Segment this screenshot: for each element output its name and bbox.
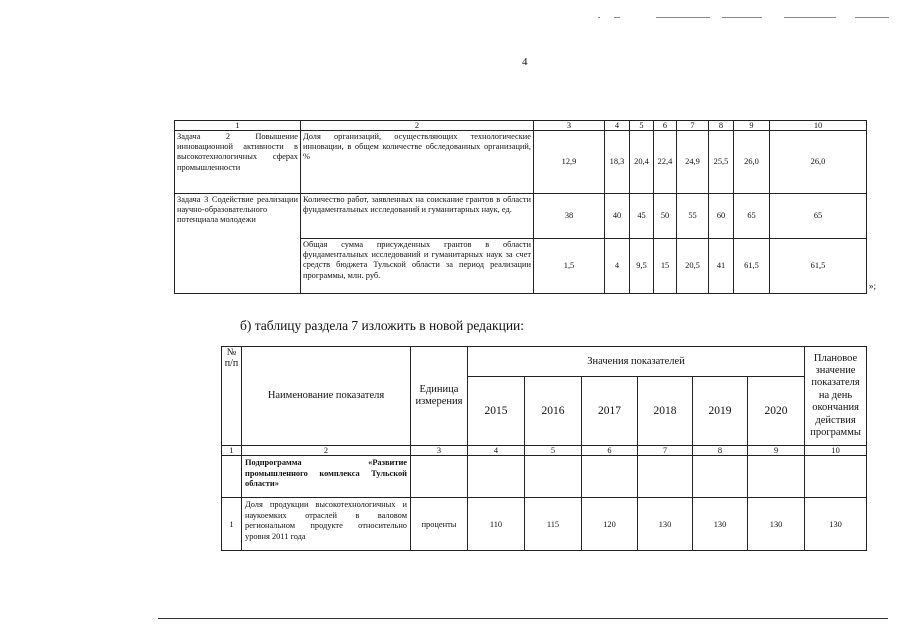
value-cell: 110 — [468, 498, 525, 551]
table-row — [222, 498, 867, 551]
empty-cell — [582, 456, 638, 498]
indicators-table-continued — [174, 120, 867, 294]
value-cell: 130 — [748, 498, 805, 551]
indicator-cell: Общая сумма присужденных грантов в области фундаментальных исследований и гуманитарных наук за счет средств бюджета Тульской области за период реализации программы, млн. руб. — [301, 239, 534, 294]
value-cell: 65 — [770, 194, 867, 239]
header-year: 2017 — [582, 377, 638, 446]
empty-cell — [525, 456, 582, 498]
value-cell: 1,5 — [534, 239, 605, 294]
scan-artifact-line — [598, 17, 600, 18]
planned-value-cell: 130 — [805, 498, 867, 551]
column-number: 5 — [525, 446, 582, 456]
closing-quote-mark: »; — [869, 281, 877, 291]
column-number: 9 — [734, 121, 770, 131]
column-number: 10 — [770, 121, 867, 131]
value-cell: 26,0 — [770, 131, 867, 194]
column-number: 1 — [175, 121, 301, 131]
value-cell: 40 — [605, 194, 630, 239]
value-cell: 20,4 — [630, 131, 654, 194]
value-cell: 130 — [638, 498, 693, 551]
page-number: 4 — [522, 56, 528, 68]
column-number: 5 — [630, 121, 654, 131]
column-number: 8 — [693, 446, 748, 456]
value-cell: 61,5 — [734, 239, 770, 294]
empty-cell — [748, 456, 805, 498]
value-cell: 20,5 — [677, 239, 709, 294]
value-cell: 45 — [630, 194, 654, 239]
subprogram-row — [222, 456, 867, 498]
column-number: 6 — [654, 121, 677, 131]
empty-cell — [222, 456, 242, 498]
value-cell: 12,9 — [534, 131, 605, 194]
value-cell: 60 — [709, 194, 734, 239]
header-year: 2018 — [638, 377, 693, 446]
value-cell: 26,0 — [734, 131, 770, 194]
header-year: 2019 — [693, 377, 748, 446]
indicator-cell: Доля организаций, осуществляющих технологические инновации, в общем количестве обследованных организаций, % — [301, 131, 534, 194]
value-cell: 115 — [525, 498, 582, 551]
column-number: 7 — [677, 121, 709, 131]
header-unit: Единица измерения — [411, 347, 468, 446]
empty-cell — [411, 456, 468, 498]
scan-artifact-line — [722, 17, 762, 18]
empty-cell — [468, 456, 525, 498]
header-num: № п/п — [222, 347, 242, 446]
column-number-row — [175, 121, 867, 131]
column-number: 2 — [301, 121, 534, 131]
value-cell: 18,3 — [605, 131, 630, 194]
column-number: 7 — [638, 446, 693, 456]
value-cell: 120 — [582, 498, 638, 551]
column-number: 1 — [222, 446, 242, 456]
value-cell: 9,5 — [630, 239, 654, 294]
scan-artifact-line — [855, 17, 889, 18]
scan-artifact-line — [656, 17, 710, 18]
header-year: 2020 — [748, 377, 805, 446]
indicator-cell: Количество работ, заявленных на соискание грантов в области фундаментальных исследований и гуманитарных наук, ед. — [301, 194, 534, 239]
subprogram-title: Подпрограмма «Развитие промышленного комплекса Тульской области» — [242, 456, 411, 498]
value-cell: 41 — [709, 239, 734, 294]
value-cell: 55 — [677, 194, 709, 239]
header-year: 2016 — [525, 377, 582, 446]
column-number: 10 — [805, 446, 867, 456]
value-cell: 38 — [534, 194, 605, 239]
task-cell: Задача 2 Повышение инновационной активности в высокотехнологичных сферах промышленности — [175, 131, 301, 194]
value-cell: 65 — [734, 194, 770, 239]
column-number: 3 — [411, 446, 468, 456]
header-year: 2015 — [468, 377, 525, 446]
column-number: 2 — [242, 446, 411, 456]
value-cell: 15 — [654, 239, 677, 294]
scan-artifact-line — [614, 17, 620, 18]
header-indicator-name: Наименование показателя — [242, 347, 411, 446]
column-number-row — [222, 446, 867, 456]
column-number: 4 — [605, 121, 630, 131]
value-cell: 22,4 — [654, 131, 677, 194]
table-row — [175, 131, 867, 194]
task-cell: Задача 3 Содействие реализации научно-образовательного потенциала молодежи — [175, 194, 301, 294]
unit-cell: проценты — [411, 498, 468, 551]
column-number: 6 — [582, 446, 638, 456]
scan-artifact-line — [784, 17, 836, 18]
value-cell: 25,5 — [709, 131, 734, 194]
value-cell: 61,5 — [770, 239, 867, 294]
column-number: 4 — [468, 446, 525, 456]
value-cell: 50 — [654, 194, 677, 239]
section-caption: б) таблицу раздела 7 изложить в новой редакции: — [240, 318, 525, 333]
header-values-group: Значения показателей — [468, 347, 805, 377]
value-cell: 130 — [693, 498, 748, 551]
column-number: 9 — [748, 446, 805, 456]
value-cell: 24,9 — [677, 131, 709, 194]
table-row — [175, 194, 867, 239]
header-planned-value: Плановое значение показателя на день окончания действия программы — [805, 347, 867, 446]
section-7-indicators-table — [221, 346, 867, 551]
row-number: 1 — [222, 498, 242, 551]
empty-cell — [638, 456, 693, 498]
empty-cell — [805, 456, 867, 498]
header-row — [222, 347, 867, 377]
empty-cell — [693, 456, 748, 498]
bottom-rule — [158, 618, 888, 619]
value-cell: 4 — [605, 239, 630, 294]
column-number: 8 — [709, 121, 734, 131]
indicator-cell: Доля продукции высокотехнологичных и наукоемких отраслей в валовом региональном продукте относительно уровня 2011 года — [242, 498, 411, 551]
column-number: 3 — [534, 121, 605, 131]
